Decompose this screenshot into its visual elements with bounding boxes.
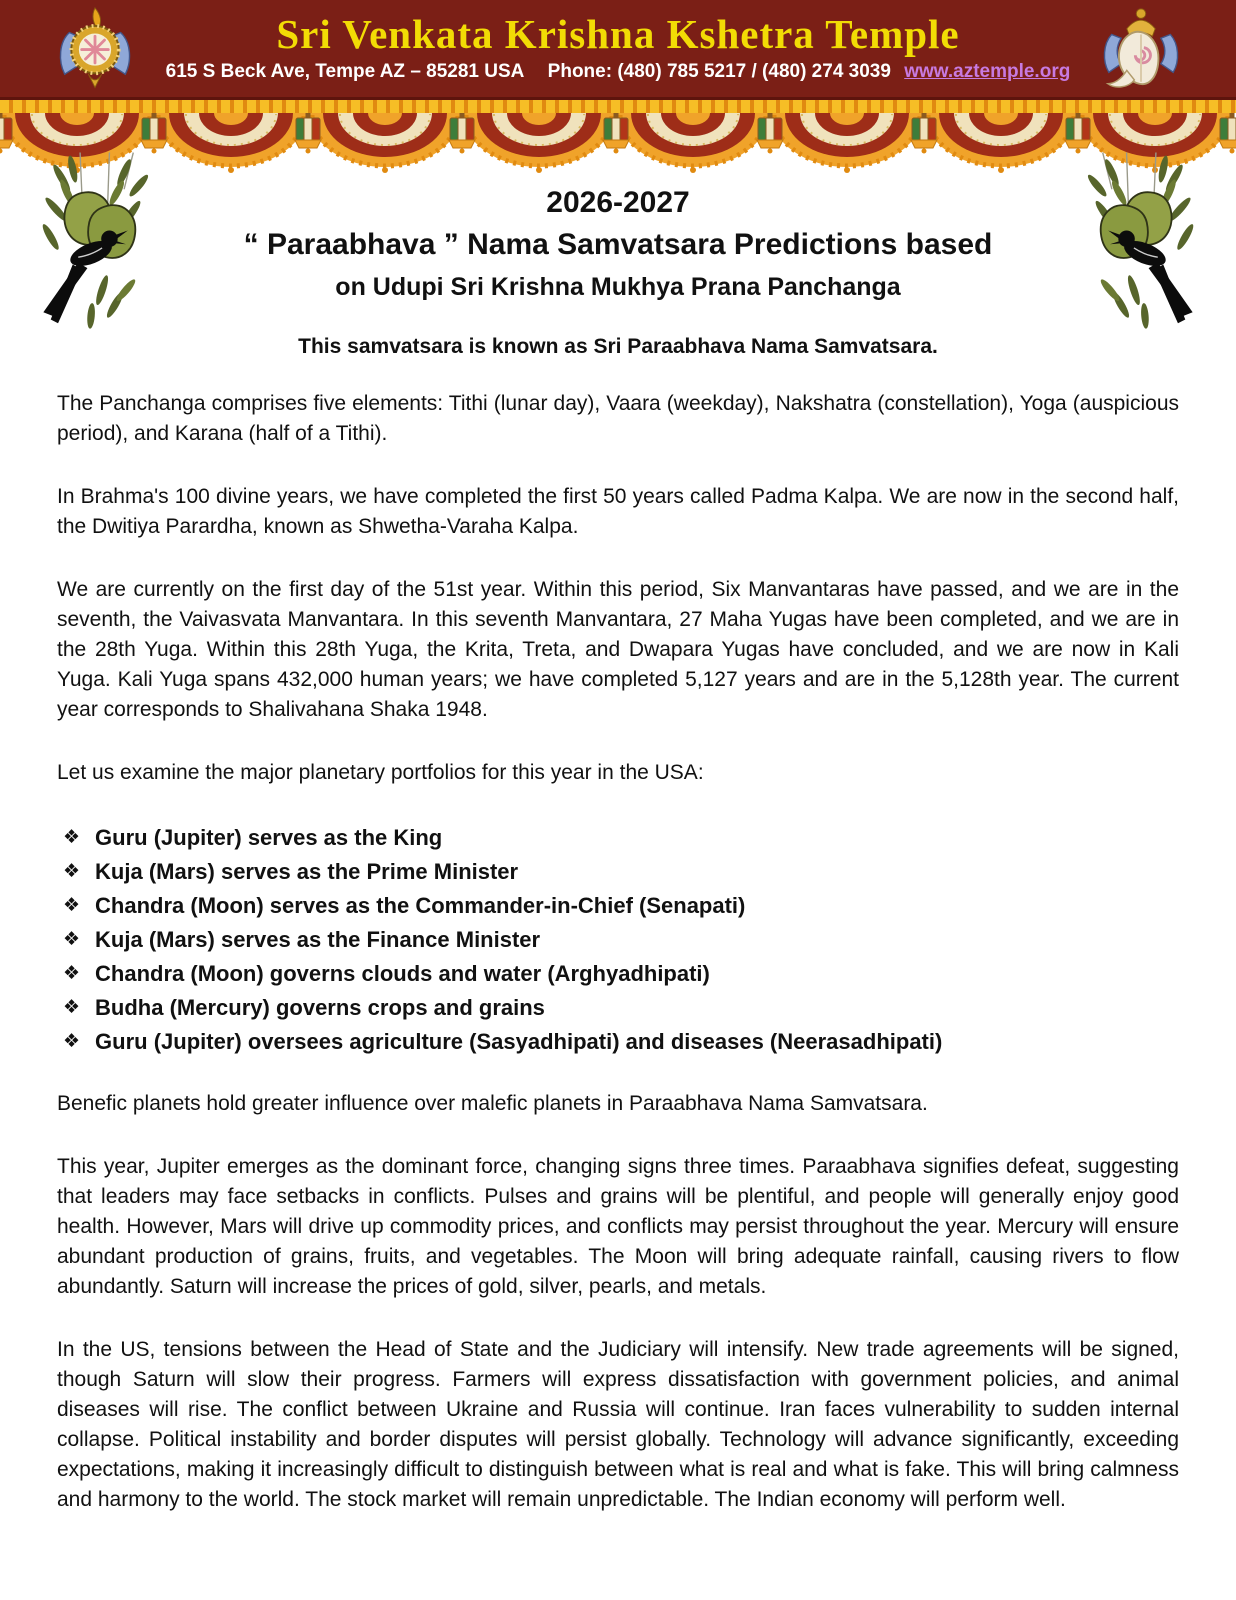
list-item: [63, 855, 1179, 889]
address-line: [0, 60, 1236, 84]
diamond-bullet-icon: ❖: [63, 997, 81, 1018]
diamond-bullet-icon: ❖: [63, 861, 81, 882]
title-line1: “ Paraabhava ” Nama Samvatsara Predictions based: [243, 228, 993, 261]
title-line2: on Udupi Sri Krishna Mukhya Prana Panchanga: [335, 273, 901, 301]
paragraph-benefic-planets: Benefic planets hold greater influence over malefic planets in Paraabhava Nama Samvatsara.: [57, 1092, 928, 1115]
list-item: [63, 821, 1179, 855]
list-item-label: Chandra (Moon) serves as the Commander-in-Chief (Senapati): [95, 893, 746, 918]
temple-name: Sri Venkata Krishna Kshetra Temple: [276, 11, 960, 57]
list-item-label: Chandra (Moon) governs clouds and water (Arghyadhipati): [95, 961, 710, 986]
list-item-label: Kuja (Mars) serves as the Prime Minister: [95, 859, 519, 884]
list-item-label: Kuja (Mars) serves as the Finance Minister: [95, 927, 541, 952]
list-item-label: Budha (Mercury) governs crops and grains: [95, 995, 545, 1020]
list-item-label: Guru (Jupiter) serves as the King: [95, 825, 443, 850]
paragraph-us-predictions: In the US, tensions between the Head of State and the Judiciary will intensify. New trade agreements will be signed, though Saturn will slow their progress. Farmers will express dissatisfaction with government policies, and animal diseases will rise. The conflict between Ukraine and Russia will continue. Iran faces vulnerability to sudden internal collapse. Political instability and border disputes will persist globally. Technology will advance significantly, exceeding expectations, making it increasingly difficult to distinguish between what is real and what is fake. This will bring calmness and harmony to the world. The stock market will remain unpredictable. The Indian economy will perform well.: [57, 1338, 1179, 1511]
list-item: [63, 957, 1179, 991]
diamond-bullet-icon: ❖: [63, 963, 81, 984]
planetary-portfolio-list: [63, 821, 1179, 1059]
toran-stripe-band: [0, 100, 1236, 113]
body-content: [57, 389, 1179, 1515]
paragraph-yuga-timeline: We are currently on the first day of the 51st year. Within this period, Six Manvantaras have passed, and we are in the seventh, the Vaivasvata Manvantara. In this seventh Manvantara, 27 Maha Yugas have been completed, and we are in the 28th Yuga. Within this 28th Yuga, the Krita, Treta, and Dwapara Yugas have concluded, and we are now in Kali Yuga. Kali Yuga spans 432,000 human years; we have completed 5,127 years and are in the 5,128th year. The current year corresponds to Shalivahana Shaka 1948.: [57, 578, 1179, 721]
chakra-icon: [52, 6, 138, 101]
diamond-bullet-icon: ❖: [63, 1031, 81, 1052]
title-subtitle: This samvatsara is known as Sri Paraabhava Nama Samvatsara.: [298, 335, 938, 358]
list-item: [63, 889, 1179, 923]
list-item: [63, 991, 1179, 1025]
list-item-label: Guru (Jupiter) oversees agriculture (Sasyadhipati) and diseases (Neerasadhipati): [95, 1029, 943, 1054]
list-item: [63, 923, 1179, 957]
diamond-bullet-icon: ❖: [63, 895, 81, 916]
diamond-bullet-icon: ❖: [63, 827, 81, 848]
list-item: [63, 1025, 1179, 1059]
website-link[interactable]: www.aztemple.org: [904, 61, 1071, 82]
diamond-bullet-icon: ❖: [63, 929, 81, 950]
paragraph-year-forecast: This year, Jupiter emerges as the dominant force, changing signs three times. Paraabhava signifies defeat, suggesting that leaders may face setbacks in conflicts. Pulses and grains will be plentiful, and people will generally enjoy good health. However, Mars will drive up commodity prices, and conflicts may persist throughout the year. Mercury will ensure abundant production of grains, fruits, and vegetables. The Moon will bring adequate rainfall, causing rivers to flow abundantly. Saturn will increase the prices of gold, silver, pearls, and metals.: [57, 1155, 1179, 1298]
address-text: 615 S Beck Ave, Tempe AZ – 85281 USA: [165, 61, 525, 82]
paragraph-portfolios-intro: Let us examine the major planetary portfolios for this year in the USA:: [57, 761, 704, 784]
paragraph-brahma-years: In Brahma's 100 divine years, we have completed the first 50 years called Padma Kalpa. We are now in the second half, the Dwitiya Parardha, known as Shwetha-Varaha Kalpa.: [57, 485, 1179, 538]
title-year: 2026-2027: [546, 186, 690, 219]
paragraph-panchanga-elements: The Panchanga comprises five elements: Tithi (lunar day), Vaara (weekday), Nakshatra (constellation), Yoga (auspicious period), and Karana (half of a Tithi).: [57, 392, 1179, 445]
conch-icon: [1098, 6, 1184, 101]
toran-garland: [0, 113, 1236, 175]
header-banner: [0, 0, 1236, 100]
title-block: [0, 175, 1236, 359]
phone-text: Phone: (480) 785 5217 / (480) 274 3039: [547, 61, 891, 82]
